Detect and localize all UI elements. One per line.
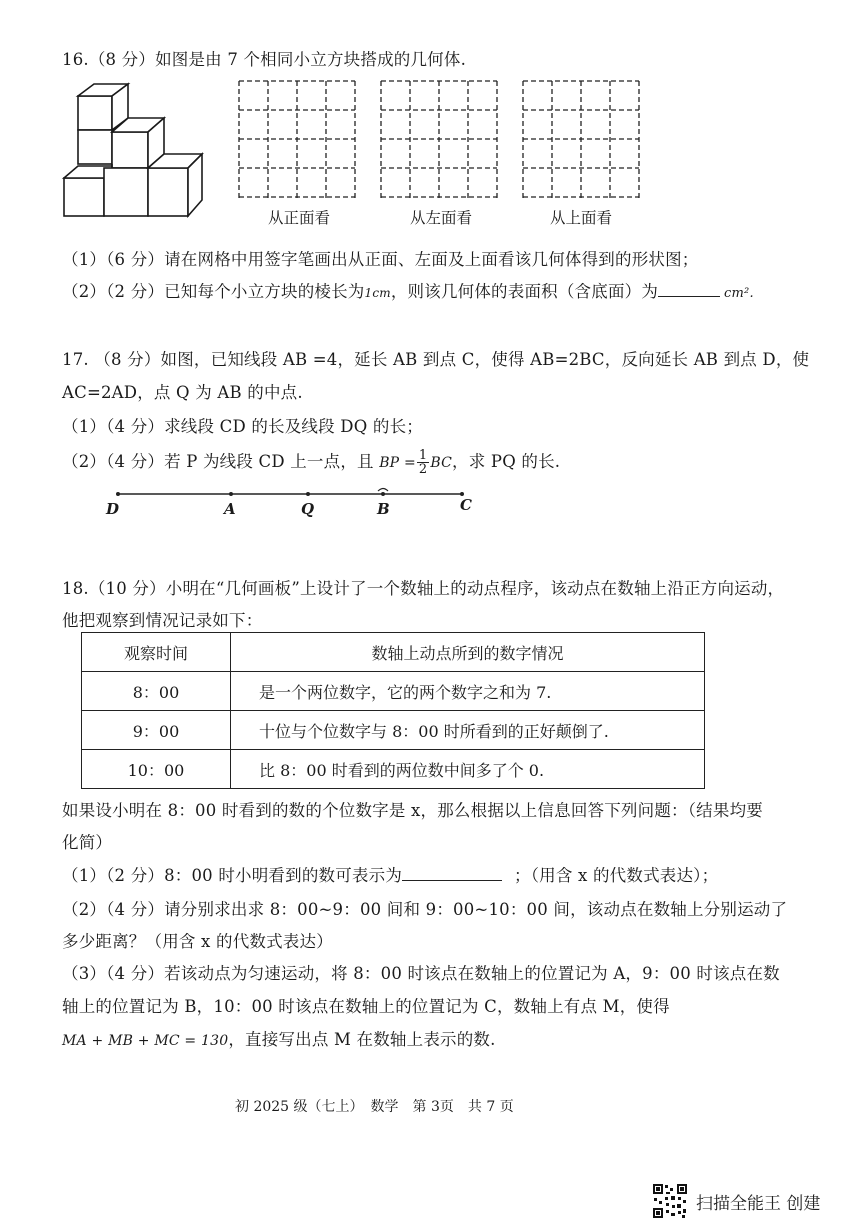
q16-unit: 1cm bbox=[364, 286, 391, 300]
point-D: D bbox=[106, 500, 120, 518]
q16-header: 16.（8 分）如图是由 7 个相同小立方块搭成的几何体. bbox=[62, 50, 467, 69]
qr-code-icon bbox=[652, 1183, 688, 1219]
q18-part3-line2: 轴上的位置记为 B，10：00 时该点在数轴上的位置记为 C，数轴上有点 M，使得 bbox=[62, 997, 670, 1016]
point-B: B bbox=[377, 500, 390, 518]
q18-part2-line1: （2）（4 分）请分别求出求 8：00~9：00 间和 9：00~10：00 间，该动点在数轴上分别运动了 bbox=[62, 900, 788, 919]
q18-line1: 18.（10 分）小明在“几何画板”上设计了一个数轴上的动点程序，该动点在数轴上沿正方向运动， bbox=[62, 579, 785, 598]
q17-expr-left: BP = bbox=[379, 455, 416, 471]
q16-part2-text-a: （2）（2 分）已知每个小立方块的棱长为 bbox=[62, 282, 365, 301]
q17-part2-text-b: ，求 PQ 的长. bbox=[452, 452, 561, 471]
q18-answer-blank[interactable] bbox=[402, 880, 502, 881]
q17-line1: 17. （8 分）如图，已知线段 AB =4，延长 AB 到点 C，使得 AB=2BC，反向延长 AB 到点 D，使 bbox=[62, 350, 810, 369]
q18-part3-line3 bbox=[62, 1026, 496, 1050]
table-cell-time: 10：00 bbox=[82, 750, 231, 789]
table-cell-desc: 是一个两位数字，它的两个数字之和为 7. bbox=[231, 672, 705, 711]
q16-part2-text-b: ，则该几何体的表面积（含底面）为 bbox=[390, 282, 659, 301]
caption-front: 从正面看 bbox=[268, 209, 331, 227]
segment-diagram bbox=[100, 484, 490, 518]
grid-left[interactable] bbox=[380, 80, 500, 200]
table-row bbox=[82, 672, 705, 711]
q16-part1: （1）（6 分）请在网格中用签字笔画出从正面、左面及上面看该几何体得到的形状图； bbox=[62, 250, 699, 269]
q18-after1: 如果设小明在 8：00 时看到的数的个位数字是 x，那么根据以上信息回答下列问题：（结果均要 bbox=[62, 801, 763, 820]
grid-top[interactable] bbox=[522, 80, 642, 200]
q17-part2 bbox=[62, 448, 560, 476]
q18-after2: 化简） bbox=[62, 833, 113, 852]
point-A: A bbox=[224, 500, 236, 518]
q18-line2: 他把观察到情况记录如下： bbox=[62, 611, 263, 630]
q17-part1: （1）（4 分）求线段 CD 的长及线段 DQ 的长； bbox=[62, 417, 423, 436]
q18-part1-text-b: ；（用含 x 的代数式表达）； bbox=[514, 866, 719, 885]
q17-fraction bbox=[417, 449, 429, 476]
fraction-denominator: 2 bbox=[418, 462, 428, 477]
caption-top: 从上面看 bbox=[550, 209, 613, 227]
table-row bbox=[82, 750, 705, 789]
caption-left: 从左面看 bbox=[410, 209, 473, 227]
point-C: C bbox=[460, 496, 472, 514]
cube-figure bbox=[60, 82, 206, 222]
observation-table bbox=[81, 632, 705, 789]
table-header-desc: 数轴上动点所到的数字情况 bbox=[231, 633, 705, 672]
table-cell-desc: 比 8：00 时看到的两位数中间多了个 0. bbox=[231, 750, 705, 789]
table-header-time: 观察时间 bbox=[82, 633, 231, 672]
table-row bbox=[82, 711, 705, 750]
q18-part2-line2: 多少距离？（用含 x 的代数式表达） bbox=[62, 932, 333, 951]
q18-part3-line1: （3）（4 分）若该动点为匀速运动，将 8：00 时该点在数轴上的位置记为 A，9：00 时该点在数 bbox=[62, 964, 780, 983]
q18-part1-text-a: （1）（2 分）8：00 时小明看到的数可表示为 bbox=[62, 866, 403, 885]
q17-part2-text-a: （2）（4 分）若 P 为线段 CD 上一点，且 bbox=[62, 452, 374, 471]
table-cell-desc: 十位与个位数字与 8：00 时所看到的正好颠倒了. bbox=[231, 711, 705, 750]
grid-front[interactable] bbox=[238, 80, 358, 200]
q16-answer-blank[interactable] bbox=[658, 296, 720, 297]
table-cell-time: 8：00 bbox=[82, 672, 231, 711]
fraction-numerator: 1 bbox=[418, 448, 428, 463]
q17-expr-right: BC bbox=[430, 455, 453, 471]
table-cell-time: 9：00 bbox=[82, 711, 231, 750]
table-header-row bbox=[82, 633, 705, 672]
q18-part3-text: ，直接写出点 M 在数轴上表示的数. bbox=[228, 1030, 496, 1049]
scanner-watermark bbox=[652, 1183, 820, 1219]
q16-unit-end: cm². bbox=[724, 286, 754, 301]
q16-part2 bbox=[62, 278, 754, 302]
q17-line2: AC=2AD，点 Q 为 AB 的中点. bbox=[62, 383, 303, 402]
page-footer: 初 2025 级（七上） 数学 第 3页 共 7 页 bbox=[235, 1099, 514, 1115]
point-Q: Q bbox=[301, 500, 315, 518]
q18-equation: MA + MB + MC = 130 bbox=[62, 1033, 229, 1049]
scanner-label: 扫描全能王 创建 bbox=[696, 1193, 821, 1214]
q18-part1 bbox=[62, 862, 718, 886]
